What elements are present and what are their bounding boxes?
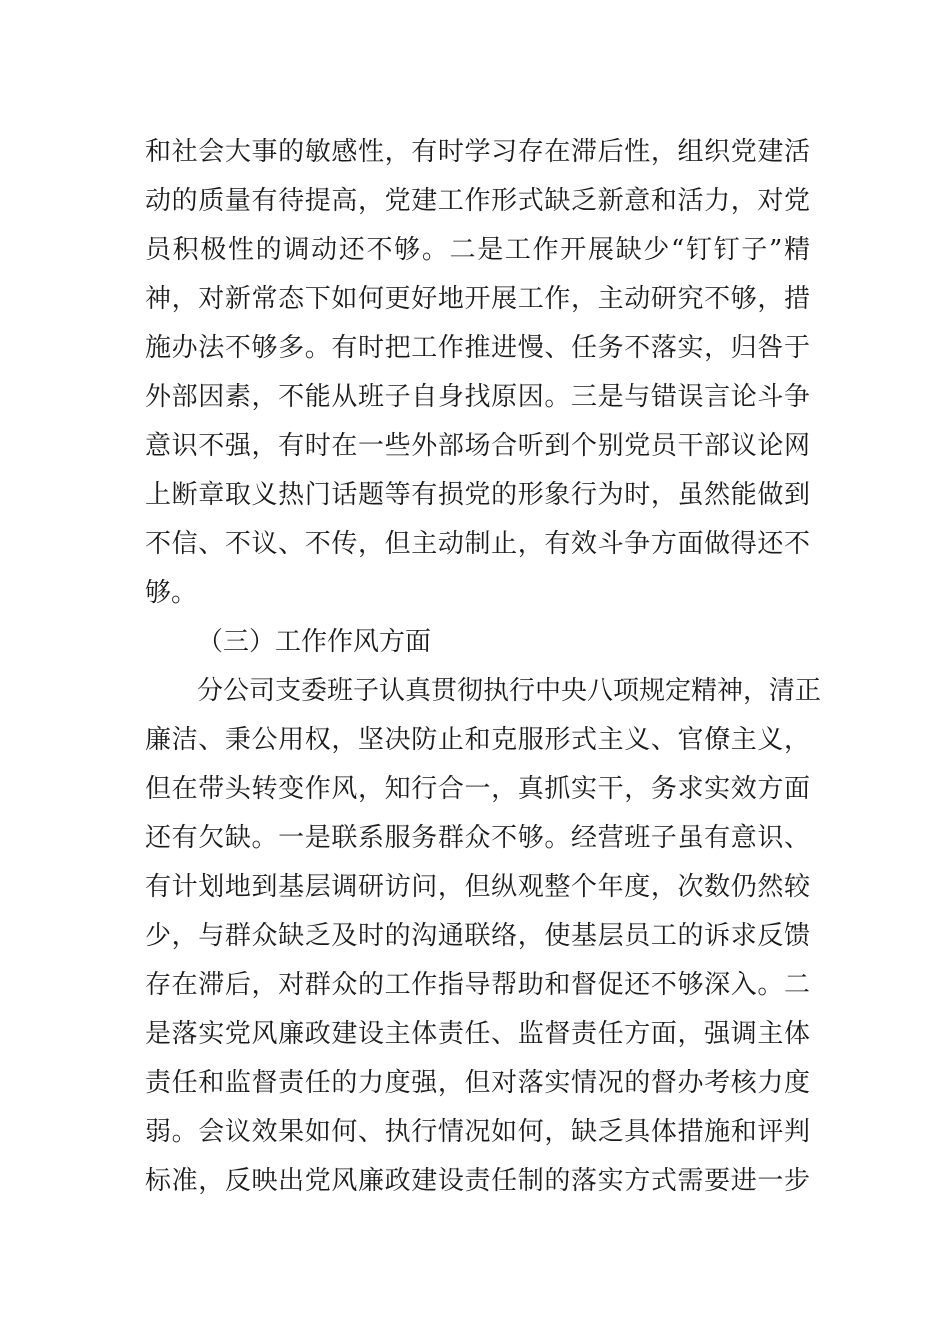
text-line: 弱。会议效果如何、执行情况如何，缺乏具体措施和评判 (145, 1117, 810, 1147)
section-heading: （三）工作作风方面 (197, 627, 432, 657)
text-line: 意识不强，有时在一些外部场合听到个别党员干部议论网 (145, 431, 810, 461)
body-text (145, 128, 822, 1206)
text-line: 标准，反映出党风廉政建设责任制的落实方式需要进一步 (145, 1166, 810, 1196)
text-line: 够。 (145, 578, 198, 608)
text-line: 外部因素，不能从班子自身找原因。三是与错误言论斗争 (145, 382, 810, 412)
text-line: 但在带头转变作风，知行合一，真抓实干，务求实效方面 (145, 774, 810, 804)
text-line: 廉洁、秉公用权，坚决防止和克服形式主义、官僚主义， (145, 725, 810, 755)
text-line: 员积极性的调动还不够。二是工作开展缺少“钉钉子”精 (145, 235, 810, 265)
text-line: 施办法不够多。有时把工作推进慢、任务不落实，归咎于 (145, 333, 810, 363)
text-line: 不信、不议、不传，但主动制止，有效斗争方面做得还不 (145, 529, 810, 559)
text-line: 神，对新常态下如何更好地开展工作，主动研究不够，措 (145, 284, 810, 314)
text-line: 责任和监督责任的力度强，但对落实情况的督办考核力度 (145, 1068, 810, 1098)
text-line: 上断章取义热门话题等有损党的形象行为时，虽然能做到 (145, 480, 810, 510)
text-line: 存在滞后，对群众的工作指导帮助和督促还不够深入。二 (145, 970, 810, 1000)
text-line: 和社会大事的敏感性，有时学习存在滞后性，组织党建活 (145, 137, 810, 167)
text-line: 动的质量有待提高，党建工作形式缺乏新意和活力，对党 (145, 186, 810, 216)
text-line: 是落实党风廉政建设主体责任、监督责任方面，强调主体 (145, 1019, 810, 1049)
text-line: 还有欠缺。一是联系服务群众不够。经营班子虽有意识、 (145, 823, 810, 853)
text-line: 有计划地到基层调研访问，但纵观整个年度，次数仍然较 (145, 872, 810, 902)
text-line: 少，与群众缺乏及时的沟通联络，使基层员工的诉求反馈 (145, 921, 810, 951)
paragraph-first-line: 分公司支委班子认真贯彻执行中央八项规定精神，清正 (197, 676, 822, 706)
